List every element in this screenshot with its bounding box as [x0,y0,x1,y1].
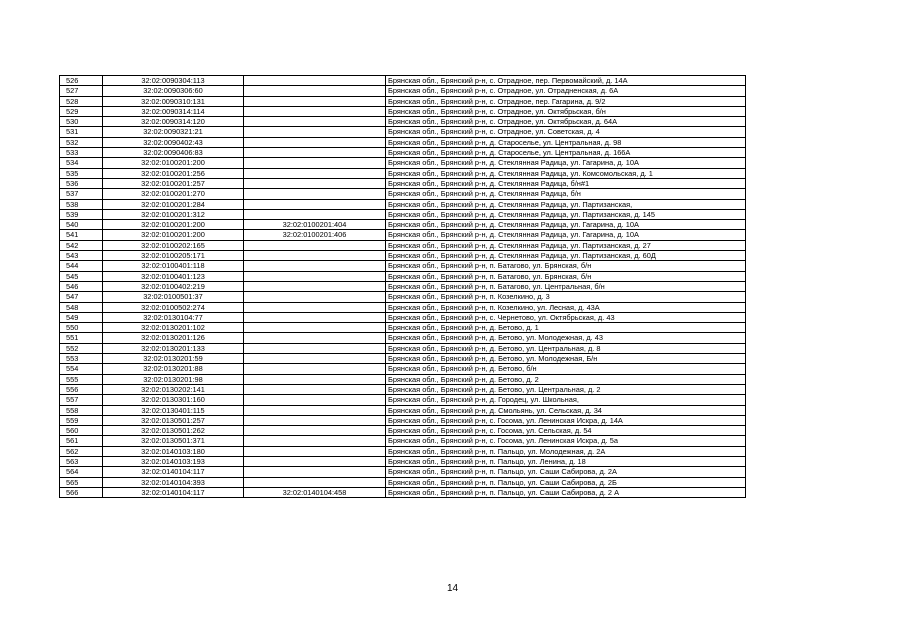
row-number-cell: 541 [60,230,103,240]
table-row [60,446,746,456]
cadastral-number-cell: 32:02:0140104:117 [103,467,244,477]
address-cell: Брянская обл., Брянский р-н, с. Отрадное, ул. Октябрьская, б/н [386,106,746,116]
cadastral-table [59,75,746,498]
row-number-cell: 535 [60,168,103,178]
address-cell: Брянская обл., Брянский р-н, д. Городец, ул. Школьная, [386,395,746,405]
cadastral-number-cell: 32:02:0100401:118 [103,261,244,271]
cadastral-number-cell: 32:02:0100201:257 [103,178,244,188]
linked-cadastral-number-cell [244,117,386,127]
table-row [60,292,746,302]
cadastral-number-cell: 32:02:0100205:171 [103,251,244,261]
row-number-cell: 562 [60,446,103,456]
row-number-cell: 540 [60,220,103,230]
row-number-cell: 566 [60,487,103,497]
address-cell: Брянская обл., Брянский р-н, п. Пальцо, ул. Молодежная, д. 2А [386,446,746,456]
linked-cadastral-number-cell [244,240,386,250]
linked-cadastral-number-cell [244,86,386,96]
row-number-cell: 526 [60,76,103,86]
address-cell: Брянская обл., Брянский р-н, д. Бетово, д. 1 [386,323,746,333]
address-cell: Брянская обл., Брянский р-н, п. Пальцо, ул. Саши Сабирова, д. 2А [386,467,746,477]
address-cell: Брянская обл., Брянский р-н, с. Чернетово, ул. Октябрьская, д. 43 [386,312,746,322]
row-number-cell: 559 [60,415,103,425]
table-row [60,158,746,168]
row-number-cell: 536 [60,178,103,188]
table-row [60,487,746,497]
table-row [60,333,746,343]
row-number-cell: 556 [60,384,103,394]
linked-cadastral-number-cell [244,364,386,374]
linked-cadastral-number-cell [244,281,386,291]
cadastral-number-cell: 32:02:0100201:256 [103,168,244,178]
linked-cadastral-number-cell [244,312,386,322]
row-number-cell: 550 [60,323,103,333]
cadastral-number-cell: 32:02:0090314:120 [103,117,244,127]
cadastral-number-cell: 32:02:0100201:200 [103,158,244,168]
row-number-cell: 546 [60,281,103,291]
address-cell: Брянская обл., Брянский р-н, д. Стеклянная Радица, ул. Гагарина, д. 10А [386,220,746,230]
table-row [60,220,746,230]
linked-cadastral-number-cell [244,178,386,188]
table-row [60,271,746,281]
address-cell: Брянская обл., Брянский р-н, п. Батагово, ул. Брянская, б/н [386,271,746,281]
cadastral-number-cell: 32:02:0100501:37 [103,292,244,302]
table-row [60,189,746,199]
table-row [60,86,746,96]
cadastral-number-cell: 32:02:0130401:115 [103,405,244,415]
address-cell: Брянская обл., Брянский р-н, д. Староселье, ул. Центральная, д. 98 [386,137,746,147]
table-row [60,374,746,384]
address-cell: Брянская обл., Брянский р-н, п. Батагово, ул. Брянская, б/н [386,261,746,271]
table-row [60,117,746,127]
address-cell: Брянская обл., Брянский р-н, д. Стеклянная Радица, ул. Комсомольская, д. 1 [386,168,746,178]
table-row [60,127,746,137]
cadastral-number-cell: 32:02:0140103:180 [103,446,244,456]
table-row [60,436,746,446]
page-number: 14 [446,583,459,594]
cadastral-number-cell: 32:02:0130501:257 [103,415,244,425]
row-number-cell: 527 [60,86,103,96]
row-number-cell: 551 [60,333,103,343]
address-cell: Брянская обл., Брянский р-н, с. Отрадное, ул. Советская, д. 4 [386,127,746,137]
linked-cadastral-number-cell [244,76,386,86]
linked-cadastral-number-cell [244,148,386,158]
linked-cadastral-number-cell [244,271,386,281]
table-row [60,209,746,219]
cadastral-number-cell: 32:02:0130202:141 [103,384,244,394]
row-number-cell: 558 [60,405,103,415]
linked-cadastral-number-cell [244,292,386,302]
address-cell: Брянская обл., Брянский р-н, д. Стеклянная Радица, ул. Гагарина, д. 10А [386,230,746,240]
row-number-cell: 545 [60,271,103,281]
cadastral-number-cell: 32:02:0140103:193 [103,456,244,466]
cadastral-number-cell: 32:02:0100401:123 [103,271,244,281]
cadastral-number-cell: 32:02:0130201:126 [103,333,244,343]
table-row [60,384,746,394]
address-cell: Брянская обл., Брянский р-н, с. Госома, ул. Сельская, д. 54 [386,426,746,436]
address-cell: Брянская обл., Брянский р-н, п. Пальцо, ул. Саши Сабирова, д. 2Б [386,477,746,487]
table-row [60,364,746,374]
linked-cadastral-number-cell [244,168,386,178]
cadastral-table-body [60,76,746,498]
address-cell: Брянская обл., Брянский р-н, д. Стеклянная Радица, ул. Партизанская, д. 60Д [386,251,746,261]
address-cell: Брянская обл., Брянский р-н, д. Стеклянная Радица, ул. Партизанская, [386,199,746,209]
row-number-cell: 542 [60,240,103,250]
cadastral-number-cell: 32:02:0130501:371 [103,436,244,446]
table-row [60,106,746,116]
cadastral-number-cell: 32:02:0130501:262 [103,426,244,436]
table-row [60,199,746,209]
table-row [60,395,746,405]
cadastral-number-cell: 32:02:0090310:131 [103,96,244,106]
linked-cadastral-number-cell [244,436,386,446]
row-number-cell: 529 [60,106,103,116]
row-number-cell: 538 [60,199,103,209]
row-number-cell: 553 [60,354,103,364]
address-cell: Брянская обл., Брянский р-н, д. Бетово, ул. Центральная, д. 8 [386,343,746,353]
address-cell: Брянская обл., Брянский р-н, с. Отрадное, ул. Октябрьская, д. 64А [386,117,746,127]
linked-cadastral-number-cell [244,127,386,137]
table-row [60,426,746,436]
cadastral-number-cell: 32:02:0100402:219 [103,281,244,291]
table-row [60,281,746,291]
linked-cadastral-number-cell [244,189,386,199]
cadastral-number-cell: 32:02:0090402:43 [103,137,244,147]
linked-cadastral-number-cell [244,333,386,343]
row-number-cell: 544 [60,261,103,271]
table-row [60,168,746,178]
linked-cadastral-number-cell [244,343,386,353]
row-number-cell: 533 [60,148,103,158]
linked-cadastral-number-cell [244,477,386,487]
linked-cadastral-number-cell [244,467,386,477]
cadastral-number-cell: 32:02:0090306:60 [103,86,244,96]
linked-cadastral-number-cell: 32:02:0100201:404 [244,220,386,230]
table-row [60,251,746,261]
table-row [60,230,746,240]
linked-cadastral-number-cell [244,302,386,312]
address-cell: Брянская обл., Брянский р-н, д. Стеклянная Радица, ул. Партизанская, д. 27 [386,240,746,250]
table-row [60,261,746,271]
address-cell: Брянская обл., Брянский р-н, д. Бетово, ул. Центральная, д. 2 [386,384,746,394]
address-cell: Брянская обл., Брянский р-н, с. Госома, ул. Ленинская Искра, д. 5а [386,436,746,446]
row-number-cell: 539 [60,209,103,219]
address-cell: Брянская обл., Брянский р-н, с. Госома, ул. Ленинская Искра, д. 14А [386,415,746,425]
address-cell: Брянская обл., Брянский р-н, с. Отрадное, пер. Гагарина, д. 9/2 [386,96,746,106]
row-number-cell: 563 [60,456,103,466]
cadastral-number-cell: 32:02:0130104:77 [103,312,244,322]
linked-cadastral-number-cell [244,137,386,147]
address-cell: Брянская обл., Брянский р-н, с. Отрадное, ул. Отрадненская, д. 6А [386,86,746,96]
linked-cadastral-number-cell [244,446,386,456]
cadastral-number-cell: 32:02:0140104:117 [103,487,244,497]
cadastral-number-cell: 32:02:0090304:113 [103,76,244,86]
address-cell: Брянская обл., Брянский р-н, д. Стеклянная Радица, б/н [386,189,746,199]
row-number-cell: 549 [60,312,103,322]
address-cell: Брянская обл., Брянский р-н, д. Бетово, б/н [386,364,746,374]
row-number-cell: 560 [60,426,103,436]
cadastral-number-cell: 32:02:0100201:200 [103,220,244,230]
table-row [60,354,746,364]
table-row [60,178,746,188]
cadastral-number-cell: 32:02:0100502:274 [103,302,244,312]
row-number-cell: 547 [60,292,103,302]
row-number-cell: 528 [60,96,103,106]
linked-cadastral-number-cell [244,405,386,415]
cadastral-number-cell: 32:02:0100202:165 [103,240,244,250]
linked-cadastral-number-cell: 32:02:0100201:406 [244,230,386,240]
linked-cadastral-number-cell [244,261,386,271]
row-number-cell: 534 [60,158,103,168]
address-cell: Брянская обл., Брянский р-н, д. Стеклянная Радица, б/н#1 [386,178,746,188]
table-row [60,323,746,333]
cadastral-number-cell: 32:02:0100201:284 [103,199,244,209]
linked-cadastral-number-cell [244,158,386,168]
row-number-cell: 564 [60,467,103,477]
address-cell: Брянская обл., Брянский р-н, п. Козелкино, д. 3 [386,292,746,302]
cadastral-number-cell: 32:02:0130201:102 [103,323,244,333]
linked-cadastral-number-cell [244,395,386,405]
address-cell: Брянская обл., Брянский р-н, д. Стеклянная Радица, ул. Гагарина, д. 10А [386,158,746,168]
cadastral-number-cell: 32:02:0090406:83 [103,148,244,158]
table-row [60,96,746,106]
row-number-cell: 548 [60,302,103,312]
cadastral-number-cell: 32:02:0130301:160 [103,395,244,405]
linked-cadastral-number-cell [244,354,386,364]
linked-cadastral-number-cell [244,106,386,116]
linked-cadastral-number-cell [244,374,386,384]
row-number-cell: 532 [60,137,103,147]
cadastral-number-cell: 32:02:0100201:312 [103,209,244,219]
linked-cadastral-number-cell [244,199,386,209]
row-number-cell: 554 [60,364,103,374]
row-number-cell: 565 [60,477,103,487]
cadastral-number-cell: 32:02:0090321:21 [103,127,244,137]
table-row [60,240,746,250]
table-row [60,477,746,487]
address-cell: Брянская обл., Брянский р-н, п. Пальцо, ул. Саши Сабирова, д. 2 А [386,487,746,497]
table-row [60,312,746,322]
cadastral-number-cell: 32:02:0100201:270 [103,189,244,199]
linked-cadastral-number-cell [244,456,386,466]
row-number-cell: 543 [60,251,103,261]
table-row [60,137,746,147]
table-row [60,456,746,466]
address-cell: Брянская обл., Брянский р-н, д. Бетово, ул. Молодежная, д. 43 [386,333,746,343]
table-row [60,415,746,425]
row-number-cell: 531 [60,127,103,137]
row-number-cell: 530 [60,117,103,127]
cadastral-number-cell: 32:02:0100201:200 [103,230,244,240]
linked-cadastral-number-cell [244,384,386,394]
linked-cadastral-number-cell [244,209,386,219]
linked-cadastral-number-cell [244,415,386,425]
row-number-cell: 552 [60,343,103,353]
linked-cadastral-number-cell [244,323,386,333]
cadastral-number-cell: 32:02:0140104:393 [103,477,244,487]
table-row [60,76,746,86]
linked-cadastral-number-cell [244,426,386,436]
table-row [60,343,746,353]
table-row [60,405,746,415]
cadastral-number-cell: 32:02:0130201:59 [103,354,244,364]
address-cell: Брянская обл., Брянский р-н, д. Смольянь, ул. Сельская, д. 34 [386,405,746,415]
address-cell: Брянская обл., Брянский р-н, д. Староселье, ул. Центральная, д. 166А [386,148,746,158]
cadastral-number-cell: 32:02:0090314:114 [103,106,244,116]
row-number-cell: 555 [60,374,103,384]
row-number-cell: 537 [60,189,103,199]
cadastral-number-cell: 32:02:0130201:133 [103,343,244,353]
cadastral-number-cell: 32:02:0130201:98 [103,374,244,384]
table-row [60,302,746,312]
address-cell: Брянская обл., Брянский р-н, д. Бетово, ул. Молодежная, Б/н [386,354,746,364]
address-cell: Брянская обл., Брянский р-н, п. Батагово, ул. Центральная, б/н [386,281,746,291]
row-number-cell: 561 [60,436,103,446]
linked-cadastral-number-cell [244,251,386,261]
address-cell: Брянская обл., Брянский р-н, д. Стеклянная Радица, ул. Партизанская, д. 145 [386,209,746,219]
table-row [60,467,746,477]
cadastral-number-cell: 32:02:0130201:88 [103,364,244,374]
row-number-cell: 557 [60,395,103,405]
address-cell: Брянская обл., Брянский р-н, с. Отрадное, пер. Первомайский, д. 14А [386,76,746,86]
table-row [60,148,746,158]
address-cell: Брянская обл., Брянский р-н, д. Бетово, д. 2 [386,374,746,384]
address-cell: Брянская обл., Брянский р-н, п. Пальцо, ул. Ленина, д. 18 [386,456,746,466]
linked-cadastral-number-cell: 32:02:0140104:458 [244,487,386,497]
linked-cadastral-number-cell [244,96,386,106]
address-cell: Брянская обл., Брянский р-н, п. Козелкино, ул. Лесная, д. 43А [386,302,746,312]
